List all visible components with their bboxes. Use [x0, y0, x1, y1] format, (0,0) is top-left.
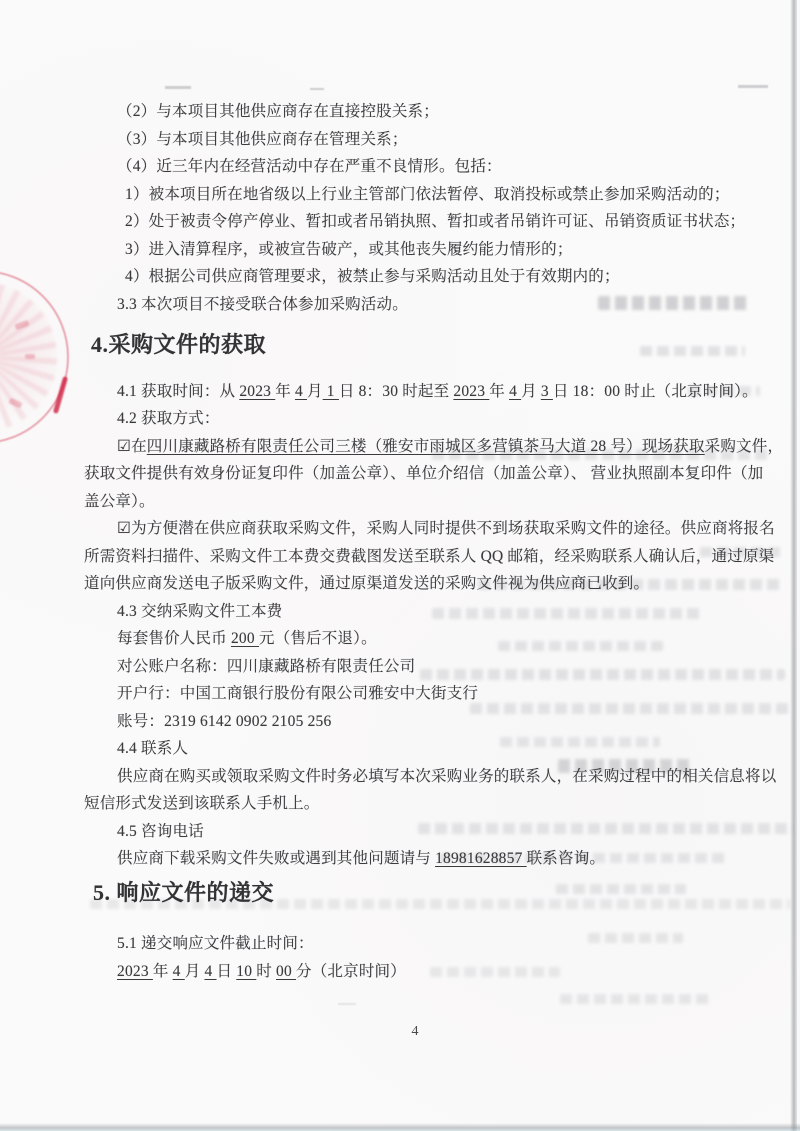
subclause-4: 4）根据公司供应商管理要求，被禁止参与采购活动且处于有效期内的； — [125, 268, 620, 285]
scan-speck — [165, 86, 191, 89]
line-4-2-obtain-method: 4.2 获取方式： — [117, 410, 220, 427]
line-deadline-datetime: 2023 年 4 月 4 日 10 时 00 分（北京时间） — [117, 962, 406, 980]
scan-speck — [310, 88, 324, 90]
line-4-4-contact: 4.4 联系人 — [117, 740, 189, 757]
seal-mark — [25, 354, 35, 359]
line-bank: 开户行：中国工商银行股份有限公司雅安中大街支行 — [117, 685, 479, 702]
line-5-1-deadline-label: 5.1 递交响应文件截止时间： — [117, 935, 314, 952]
document-body — [84, 102, 784, 989]
para-onsite-obtain-1: ☑在四川康藏路桥有限责任公司三楼（雅安市雨城区多营镇茶马大道 28 号）现场获取采购文件， — [117, 437, 784, 455]
page-number: 4 — [411, 1024, 419, 1039]
clause-direct-holding: （2）与本项目其他供应商存在直接控股关系； — [117, 103, 439, 120]
line-phone-number: 供应商下载采购文件失败或遇到其他问题请与 18981628857 联系咨询。 — [117, 850, 606, 867]
line-4-5-inquiry-phone: 4.5 咨询电话 — [117, 822, 204, 840]
clause-3-3-no-consortium: 3.3 本次项目不接受联合体参加采购活动。 — [117, 295, 408, 313]
subclause-2: 2）处于被责令停产停业、暂扣或者吊销执照、暂扣或者吊销许可证、吊销资质证书状态； — [125, 213, 746, 230]
line-price: 每套售价人民币 200 元（售后不退）。 — [117, 630, 377, 647]
scan-speck — [738, 85, 768, 88]
seal-bright-arc — [53, 376, 68, 414]
subclause-1: 1）被本项目所在地省级以上行业主管部门依法暂停、取消投标或禁止参加采购活动的； — [125, 185, 730, 203]
line-4-3-document-fee: 4.3 交纳采购文件工本费 — [117, 602, 283, 620]
para-onsite-obtain-3: 盖公章）。 — [84, 492, 155, 510]
para-onsite-obtain-2: 获取文件提供有效身份证复印件（加盖公章）、单位介绍信（加盖公章）、 营业执照副本复印件（加 — [84, 465, 764, 482]
red-seal-stamp — [0, 270, 69, 444]
section5-heading: 5. 响应文件的递交 — [93, 880, 275, 905]
scan-speck — [338, 1003, 356, 1005]
para-contact-1: 供应商在购买或领取采购文件时务必填写本次采购业务的联系人，在采购过程中的相关信息将以 — [117, 767, 777, 785]
clause-management: （3）与本项目其他供应商存在管理关系； — [117, 130, 408, 148]
para-contact-2: 短信形式发送到该联系人手机上。 — [84, 795, 320, 812]
line-account-name: 对公账户名称：四川康藏路桥有限责任公司 — [117, 657, 416, 675]
line-4-1-obtain-time: 4.1 获取时间：从 2023 年 4 月 1 日 8：30 时起至 2023 年 4 月 3 日 18：00 时止（北京时间）。 — [117, 382, 758, 400]
para-remote-obtain-1: ☑为方便潜在供应商获取采购文件，采购人同时提供不到场获取采购文件的途径。供应商将报名 — [117, 520, 775, 537]
scan-edge-bottom — [0, 1123, 800, 1131]
subclause-3: 3）进入清算程序，或被宣告破产，或其他丧失履约能力情形的； — [125, 240, 573, 258]
clause-bad-records: （4）近三年内在经营活动中存在严重不良情形。包括： — [117, 158, 502, 175]
scan-edge-right — [790, 0, 797, 1131]
section4-heading: 4.采购文件的获取 — [91, 331, 267, 357]
bleedthrough-mark — [560, 994, 710, 1004]
para-remote-obtain-3: 道向供应商发送电子版采购文件，通过原渠道发送的采购文件视为供应商已收到。 — [84, 575, 650, 592]
line-account-number: 账号：2319 6142 0902 2105 256 — [117, 712, 332, 730]
para-remote-obtain-2: 所需资料扫描件、采购文件工本费交费截图发送至联系人 QQ 邮箱，经采购联系人确认后，通过原渠 — [84, 547, 775, 565]
